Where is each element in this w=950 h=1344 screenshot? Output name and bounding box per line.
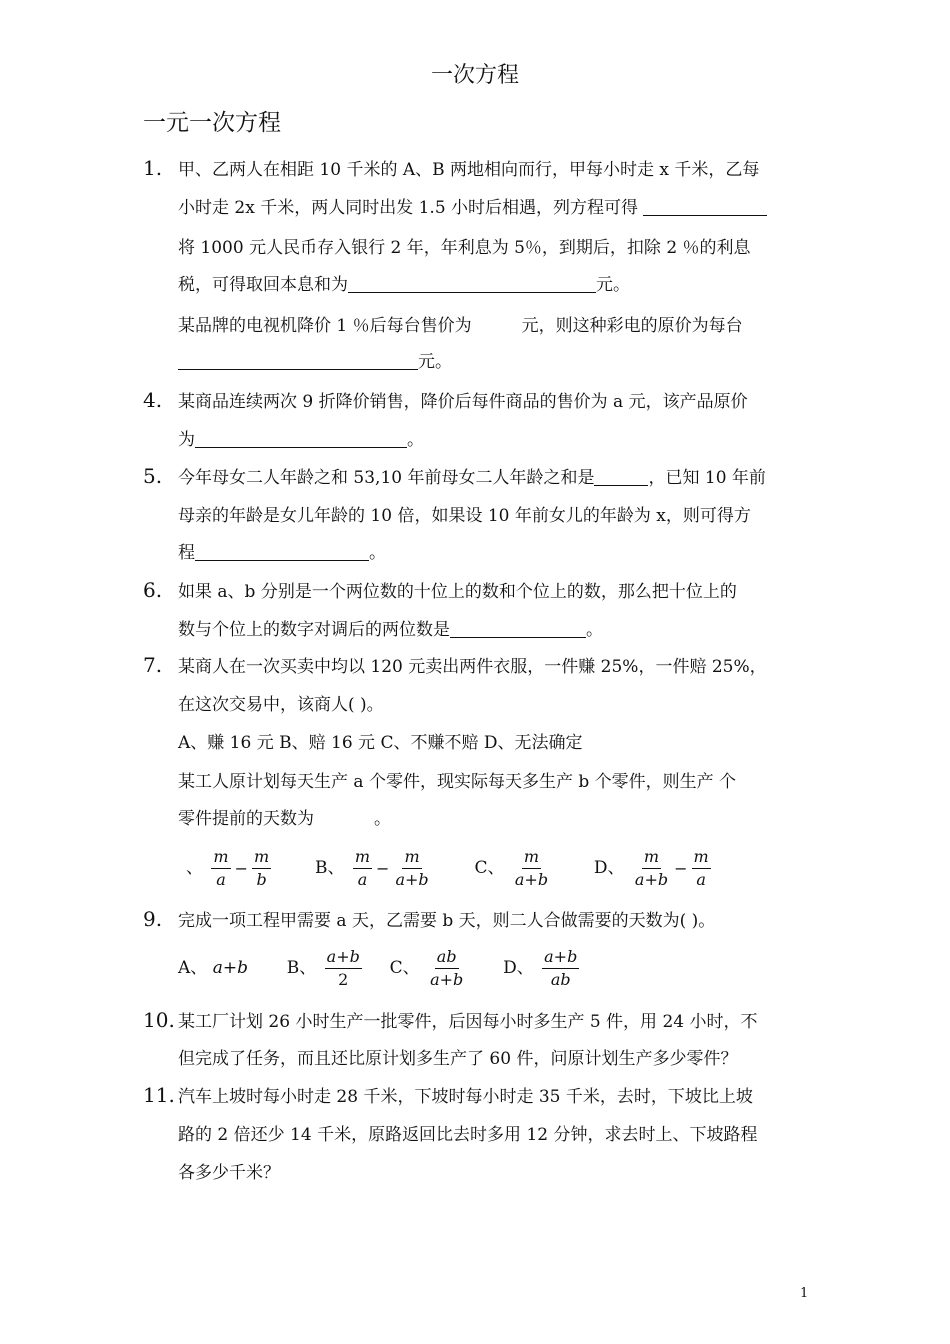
question-number: 1. (143, 156, 163, 180)
question-11-line-1: 汽车上坡时每小时走 28 千米，下坡时每小时走 35 千米，去时，下坡比上坡 (178, 1087, 753, 1107)
answer-blank[interactable] (643, 198, 767, 216)
question-3-unit: 元。 (418, 352, 452, 372)
question-3-line-1 (178, 315, 743, 337)
question-3-line-2 (178, 351, 452, 373)
fraction: $\frac{a+b}{ab}$ (544, 947, 578, 989)
section-heading: 一元一次方程 (143, 110, 281, 136)
option-d-label: D、 (593, 858, 625, 878)
fraction: $\frac{m}{b}$ (253, 847, 270, 889)
question-4-end: 。 (407, 430, 424, 450)
page-number: 1 (800, 1286, 809, 1301)
fraction: $\frac{m}{a+b}$ (634, 847, 669, 889)
option-c-label: C、 (389, 958, 420, 978)
question-11-line-3: 各多少千米？ (178, 1163, 280, 1183)
question-5-line-2: 母亲的年龄是女儿年龄的 10 倍，如果设 10 年前女儿的年龄为 x，则可得方 (178, 506, 751, 526)
question-number: 6. (143, 578, 163, 602)
question-2-unit: 元。 (596, 275, 630, 295)
question-5-line-1 (178, 467, 766, 489)
option-c-label: C、 (474, 858, 505, 878)
question-8-line-1: 某工人原计划每天生产 a 个零件，现实际每天多生产 b 个零件，则生产 个 (178, 772, 737, 792)
fraction: $\frac{m}{a}$ (693, 847, 709, 889)
question-6-end: 。 (586, 620, 603, 640)
fraction: $\frac{ab}{a+b}$ (430, 947, 464, 989)
answer-blank[interactable] (450, 620, 586, 638)
question-number: 11. (143, 1083, 175, 1107)
question-8-end: 。 (374, 809, 391, 829)
question-6-text: 数与个位上的数字对调后的两位数是 (178, 620, 450, 640)
answer-blank[interactable] (348, 275, 596, 293)
question-1-line-2 (178, 197, 767, 219)
option-d-label: D、 (503, 958, 534, 978)
question-8-text: 零件提前的天数为 (178, 809, 314, 829)
option-b-label: B、 (314, 858, 345, 878)
option-a-label: A、 (178, 958, 208, 978)
question-number: 10. (143, 1008, 175, 1032)
option-b-label: B、 (286, 958, 317, 978)
question-5-text: 今年母女二人年龄之和 53,10 年前母女二人年龄之和是 (178, 468, 595, 488)
fraction: $\frac{m}{a}$ (354, 847, 371, 889)
question-5-end: 。 (369, 543, 386, 563)
question-2-line-2 (178, 274, 630, 296)
fraction: $\frac{m}{a}$ (213, 847, 229, 889)
question-9-options (178, 946, 582, 990)
answer-blank[interactable] (195, 543, 369, 561)
question-5-line-3 (178, 542, 386, 564)
question-9-line-1: 完成一项工程甲需要 a 天，乙需要 b 天，则二人合做需要的天数为( )。 (178, 911, 716, 931)
question-5-text-3: 程 (178, 543, 195, 563)
option-a-label: 、 (186, 858, 203, 878)
document-title: 一次方程 (430, 63, 519, 88)
question-10-line-2: 但完成了任务，而且还比原计划多生产了 60 件，问原计划生产多少零件？ (178, 1049, 738, 1069)
answer-blank[interactable] (195, 430, 407, 448)
question-number: 5. (143, 464, 163, 488)
question-number: 7. (143, 653, 163, 677)
question-7-line-2: 在这次交易中，该商人( )。 (178, 695, 384, 715)
question-number: 9. (143, 907, 163, 931)
question-7-line-1: 某商人在一次买卖中均以 120 元卖出两件衣服，一件赚 25%，一件赔 25%， (178, 657, 767, 677)
fraction: $\frac{a+b}{2}$ (326, 947, 360, 989)
question-3-text-2: 元，则这种彩电的原价为每台 (521, 316, 743, 336)
question-10-line-1: 某工厂计划 26 小时生产一批零件，后因每小时多生产 5 件，用 24 小时，不 (178, 1012, 758, 1032)
fraction: $\frac{m}{a+b}$ (395, 847, 429, 889)
question-8-options: 、 $\frac{m}{a}$ − $\frac{m}{b}$ B、 $\frac{m}{a}$ − $\frac{m}{a+b}$ C、 $\frac{m}{a+b}$ D、 $\frac{m}{a+b}$ − $\frac{m}{a}$ (186, 847, 709, 889)
question-8-line-2 (178, 808, 391, 830)
question-1-line-1: 甲、乙两人在相距 10 千米的 A、B 两地相向而行，甲每小时走 x 千米，乙每 (178, 160, 760, 180)
question-4-text: 为 (178, 430, 195, 450)
question-3-text: 某品牌的电视机降价 1 ％后每台售价为 (178, 316, 472, 336)
question-1-text: 小时走 2x 千米，两人同时出发 1.5 小时后相遇，列方程可得 (178, 198, 639, 218)
question-5-text-2: ，已知 10 年前 (648, 468, 766, 488)
question-7-options: A、赚 16 元 B、赔 16 元 C、不赚不赔 D、无法确定 (178, 733, 583, 753)
question-6-line-2 (178, 619, 603, 641)
fraction: $\frac{m}{a+b}$ (514, 847, 549, 889)
question-2-text: 税，可得取回本息和为 (178, 275, 348, 295)
question-11-line-2: 路的 2 倍还少 14 千米，原路返回比去时多用 12 分钟，求去时上、下坡路程 (178, 1125, 758, 1145)
question-number: 4. (143, 388, 163, 412)
question-4-line-1: 某商品连续两次 9 折降价销售，降价后每件商品的售价为 a 元，该产品原价 (178, 392, 748, 412)
question-2-line-1: 将 1000 元人民币存入银行 2 年，年利息为 5％，到期后，扣除 2 ％的利息 (178, 238, 751, 258)
question-4-line-2 (178, 429, 424, 451)
question-6-line-1: 如果 a、b 分别是一个两位数的十位上的数和个位上的数，那么把十位上的 (178, 582, 737, 602)
expression: a+b (212, 958, 248, 978)
answer-blank[interactable] (594, 468, 648, 486)
answer-blank[interactable] (178, 352, 418, 370)
